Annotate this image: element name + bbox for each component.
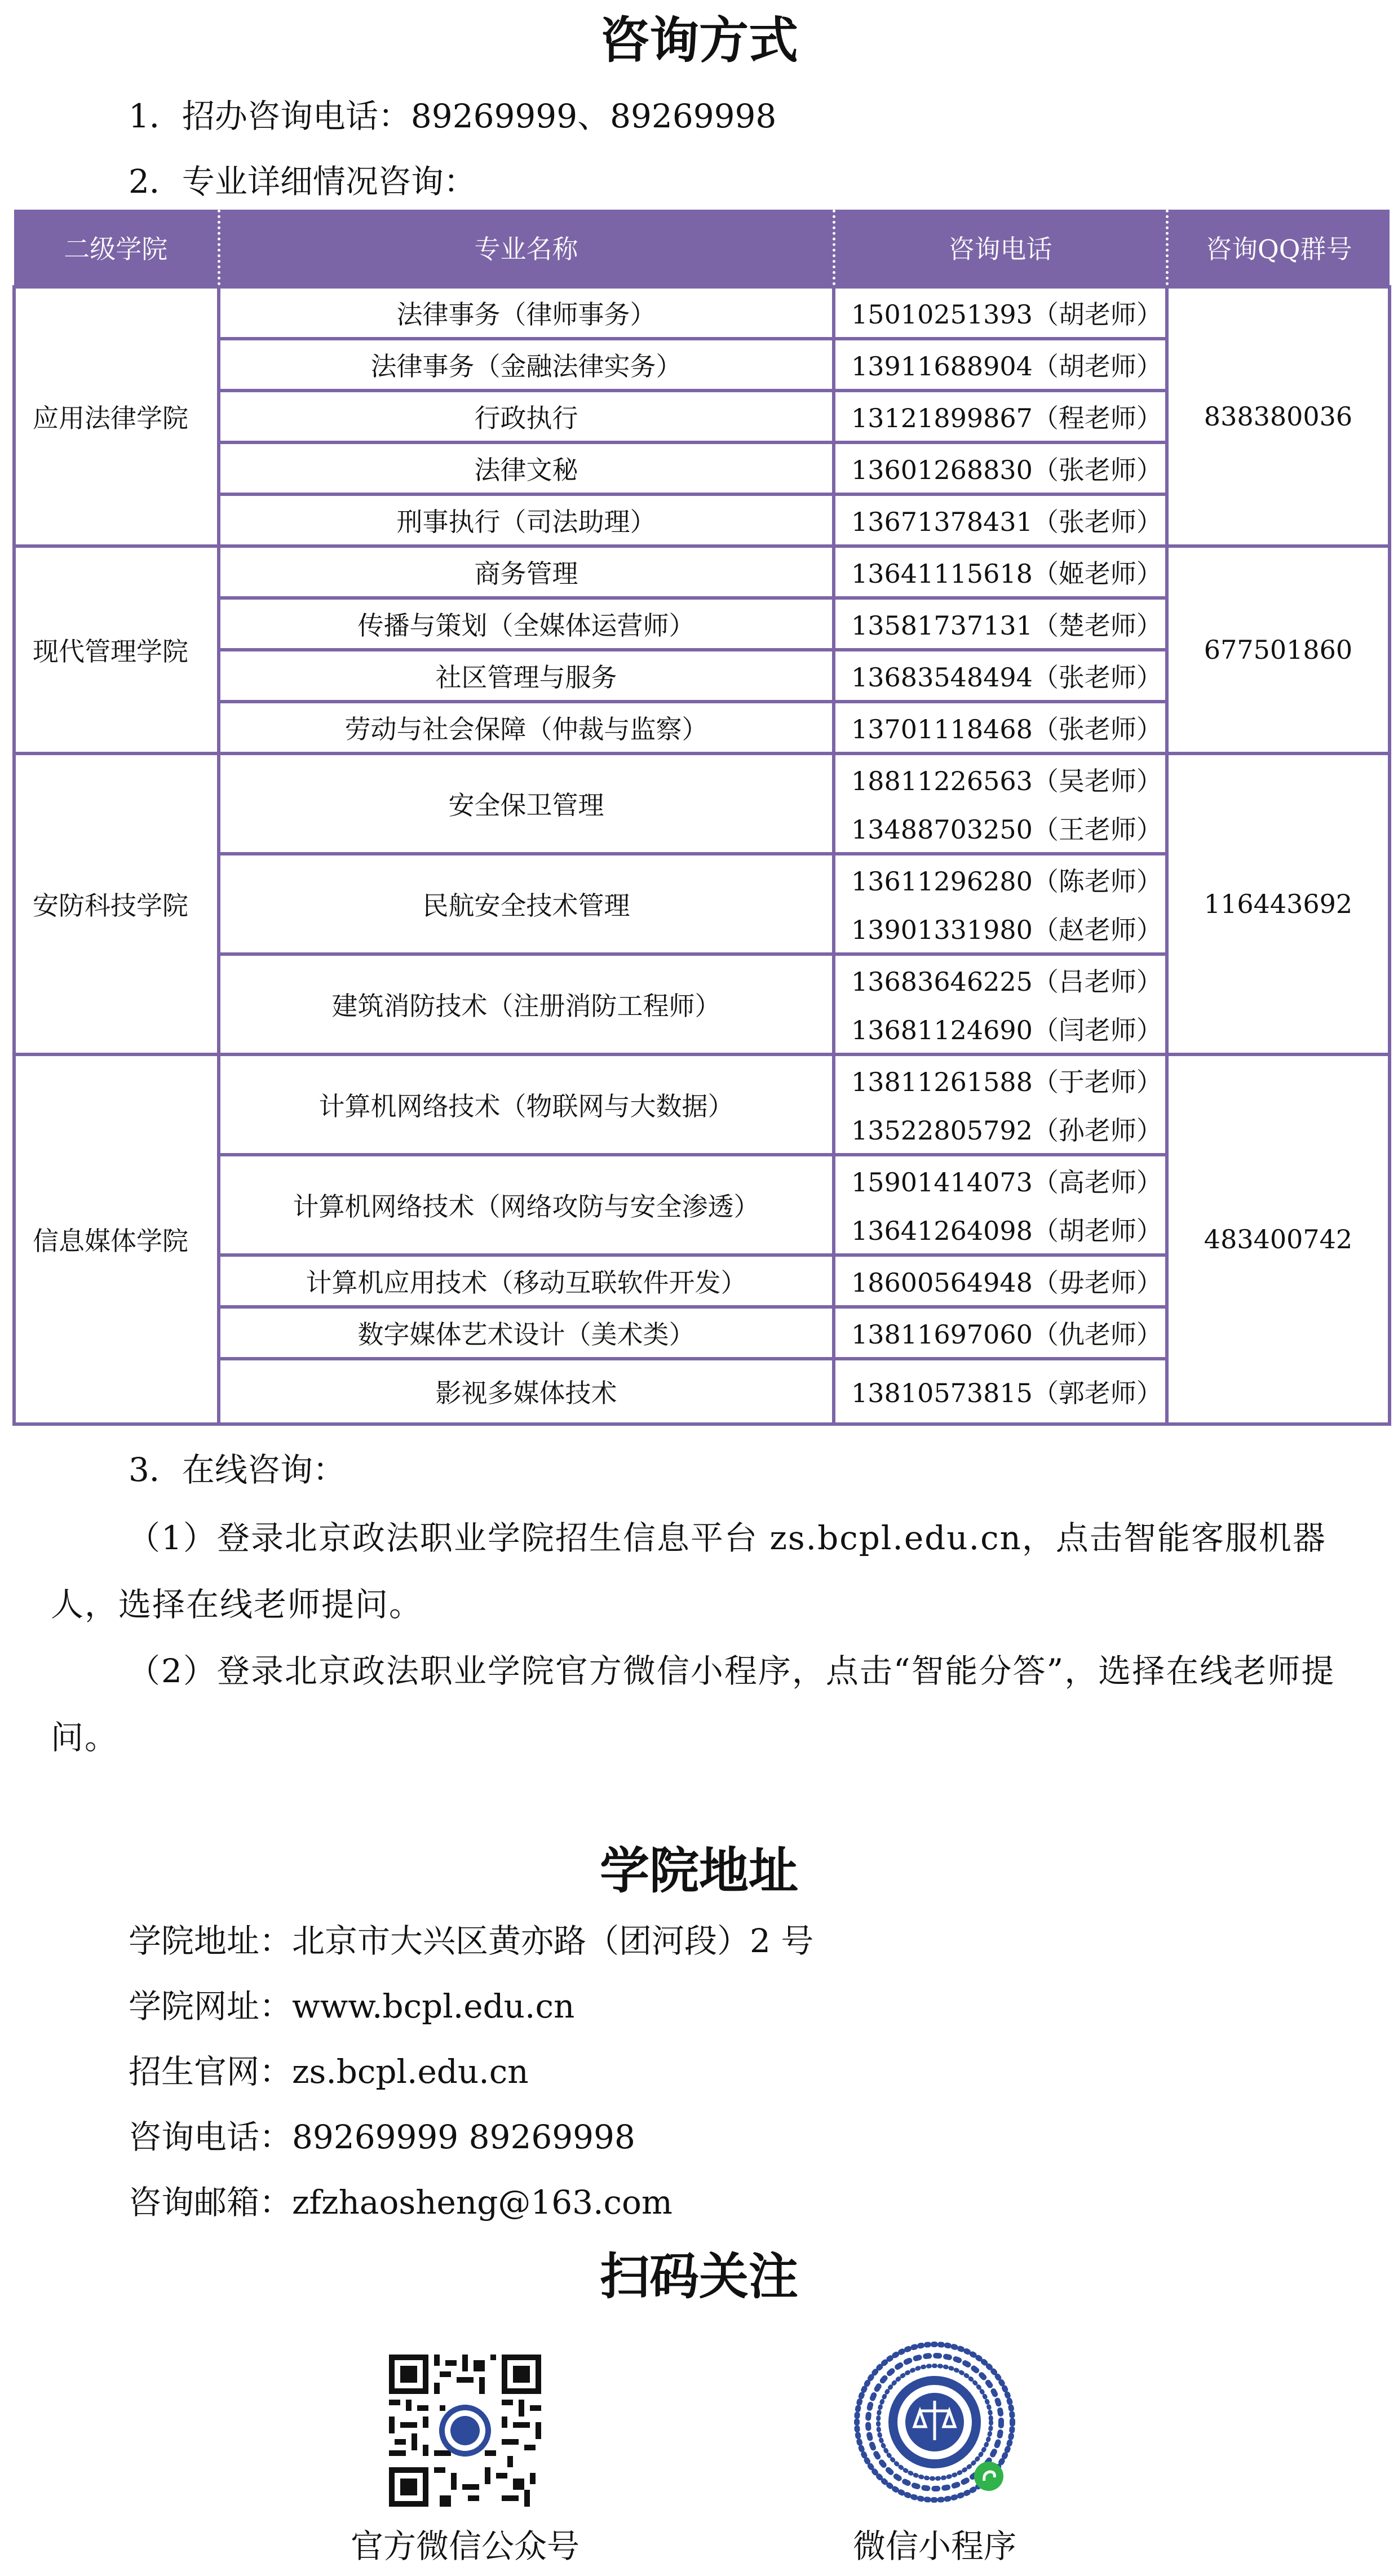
major-name: 影视多媒体技术	[219, 1359, 834, 1424]
phone-cell: 13681124690（闫老师）	[834, 1004, 1167, 1054]
header-major: 专业名称	[219, 210, 834, 287]
table-row	[14, 287, 1390, 339]
email-line: 咨询邮箱：zfzhaosheng@163.com	[129, 2183, 673, 2222]
qq-group: 677501860	[1167, 546, 1390, 753]
online-method-2: （2）登录北京政法职业学院官方微信小程序，点击“智能分答”，选择在线老师提问。	[51, 1652, 1335, 1757]
consult-table	[12, 210, 1391, 1426]
phone-cell: 13683548494（张老师）	[834, 650, 1167, 702]
major-name: 安全保卫管理	[219, 753, 834, 854]
college-name: 信息媒体学院	[14, 1054, 219, 1424]
wechat-caption: 官方微信公众号	[350, 2527, 579, 2565]
address-line: 学院地址：北京市大兴区黄亦路（团河段）2 号	[129, 1922, 814, 1960]
qq-group: 483400742	[1167, 1054, 1390, 1424]
contact-title: 咨询方式	[599, 11, 798, 69]
major-name: 法律文秘	[219, 442, 834, 494]
major-name: 民航安全技术管理	[219, 854, 834, 954]
phone-cell: 13701118468（张老师）	[834, 702, 1167, 753]
major-name: 行政执行	[219, 391, 834, 442]
major-name: 社区管理与服务	[219, 650, 834, 702]
qr-code-icon	[389, 2355, 541, 2507]
table-row	[14, 546, 1390, 598]
major-name: 刑事执行（司法助理）	[219, 494, 834, 546]
table-row	[14, 753, 1390, 804]
mini-program-code-icon	[850, 2338, 1019, 2507]
phone-cell: 13488703250（王老师）	[834, 804, 1167, 854]
phone-line: 咨询电话：89269999 89269998	[129, 2118, 635, 2156]
phone-cell: 13671378431（张老师）	[834, 494, 1167, 546]
online-consult-line: 3．在线咨询：	[129, 1451, 346, 1489]
phone-cell: 18600564948（毋老师）	[834, 1255, 1167, 1307]
phone-cell: 13683646225（吕老师）	[834, 954, 1167, 1004]
table-row	[14, 1054, 1390, 1105]
qq-group: 838380036	[1167, 287, 1390, 546]
major-name: 劳动与社会保障（仲裁与监察）	[219, 702, 834, 753]
college-name: 安防科技学院	[14, 753, 219, 1054]
phone-cell: 13581737131（楚老师）	[834, 598, 1167, 650]
table-header-row	[14, 210, 1390, 287]
phone-cell: 13811261588（于老师）	[834, 1054, 1167, 1105]
major-consult-line: 2．专业详细情况咨询：	[129, 162, 476, 201]
phone-cell: 13901331980（赵老师）	[834, 904, 1167, 954]
major-name: 商务管理	[219, 546, 834, 598]
phone-cell: 13611296280（陈老师）	[834, 854, 1167, 904]
phone-cell: 13641264098（胡老师）	[834, 1205, 1167, 1255]
address-title: 学院地址	[599, 1842, 798, 1900]
major-name: 法律事务（金融法律实务）	[219, 339, 834, 391]
phone-cell: 13522805792（孙老师）	[834, 1105, 1167, 1155]
major-name: 法律事务（律师事务）	[219, 287, 834, 339]
admission-site-line: 招生官网：zs.bcpl.edu.cn	[129, 2052, 529, 2091]
college-name: 应用法律学院	[14, 287, 219, 546]
header-phone: 咨询电话	[834, 210, 1167, 287]
phone-cell: 13811697060（仇老师）	[834, 1307, 1167, 1359]
phone-cell: 15010251393（胡老师）	[834, 287, 1167, 339]
header-qq: 咨询QQ群号	[1167, 210, 1390, 287]
website-line: 学院网址：www.bcpl.edu.cn	[129, 1987, 575, 2025]
major-name: 数字媒体艺术设计（美术类）	[219, 1307, 834, 1359]
major-name: 建筑消防技术（注册消防工程师）	[219, 954, 834, 1054]
phone-cell: 13601268830（张老师）	[834, 442, 1167, 494]
college-name: 现代管理学院	[14, 546, 219, 753]
admission-phone-line: 1．招办咨询电话：89269999、89269998	[129, 97, 777, 135]
phone-cell: 15901414073（高老师）	[834, 1155, 1167, 1205]
major-name: 计算机网络技术（物联网与大数据）	[219, 1054, 834, 1155]
phone-cell: 13810573815（郭老师）	[834, 1359, 1167, 1424]
major-name: 计算机应用技术（移动互联软件开发）	[219, 1255, 834, 1307]
phone-cell: 13641115618（姬老师）	[834, 546, 1167, 598]
phone-cell: 18811226563（吴老师）	[834, 753, 1167, 804]
follow-title: 扫码关注	[599, 2247, 798, 2305]
qq-group: 116443692	[1167, 753, 1390, 1054]
major-name: 传播与策划（全媒体运营师）	[219, 598, 834, 650]
phone-cell: 13911688904（胡老师）	[834, 339, 1167, 391]
phone-cell: 13121899867（程老师）	[834, 391, 1167, 442]
online-method-1: （1）登录北京政法职业学院招生信息平台 zs.bcpl.edu.cn，点击智能客服机器人，选择在线老师提问。	[51, 1519, 1326, 1624]
major-name: 计算机网络技术（网络攻防与安全渗透）	[219, 1155, 834, 1255]
header-college: 二级学院	[14, 210, 219, 287]
miniprogram-caption: 微信小程序	[852, 2527, 1016, 2565]
